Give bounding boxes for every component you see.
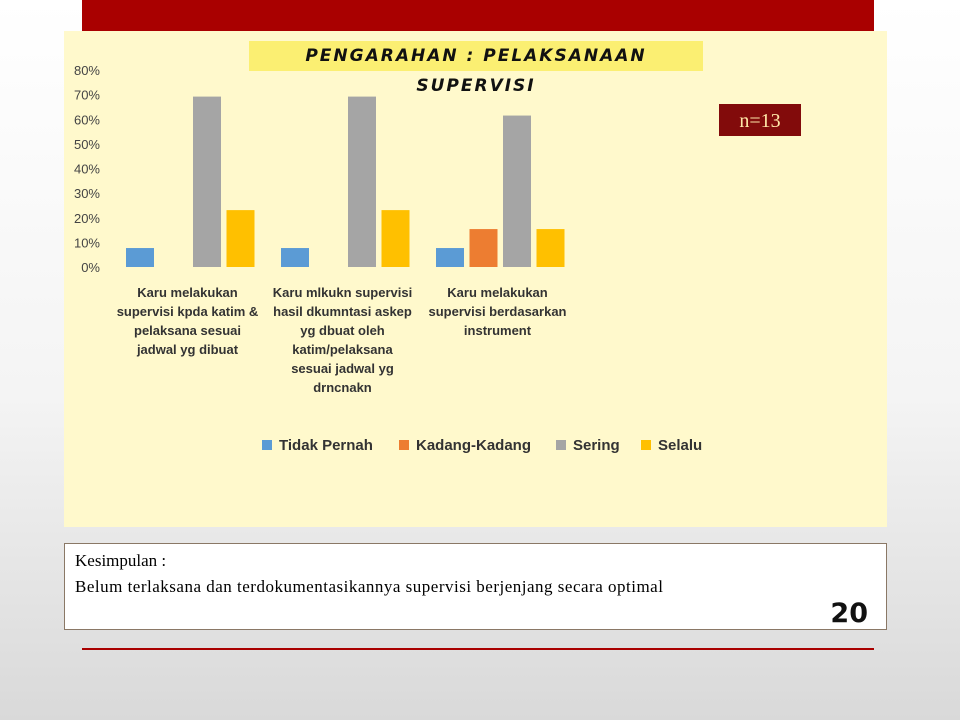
page-number: 20 [830, 598, 868, 629]
x-category-label-line: instrument [463, 323, 532, 338]
chart-legend [0, 437, 960, 459]
x-category-label-line: Karu mlkukn supervisi [272, 285, 413, 300]
conclusion-box [64, 543, 887, 630]
chart-title: PENGARAHAN : PELAKSANAAN SUPERVISI [249, 41, 703, 71]
bar [436, 248, 464, 267]
y-tick-label: 50% [73, 136, 100, 152]
conclusion-heading [75, 551, 166, 571]
bar [348, 97, 376, 267]
x-category-label-line: drncnakn [313, 380, 372, 395]
bar [470, 229, 498, 267]
legend-item [262, 437, 373, 454]
bar [281, 248, 309, 267]
bar [126, 248, 154, 267]
legend-swatch [556, 440, 566, 450]
y-tick-label: 70% [73, 87, 100, 103]
y-tick-label: 60% [73, 112, 100, 128]
bar [193, 97, 221, 267]
legend-label: Kadang-Kadang [416, 437, 532, 454]
legend-item [399, 437, 531, 454]
bar [382, 210, 410, 267]
conclusion-heading-colon: : [157, 551, 167, 570]
x-category-label [261, 283, 425, 397]
x-category-label-line: yg dbuat oleh [300, 323, 385, 338]
bar [503, 116, 531, 267]
bottom-divider-line [82, 648, 874, 650]
sample-size-badge: n=13 [719, 104, 801, 136]
x-category-label-line: hasil dkumntasi askep [273, 304, 412, 319]
legend-swatch [262, 440, 272, 450]
legend-label: Sering [573, 437, 620, 454]
bar [227, 210, 255, 267]
conclusion-text: Belum terlaksana dan terdokumentasikannya supervisi berjenjang secara optimal [75, 577, 664, 596]
y-tick-label: 0% [81, 260, 100, 275]
x-category-label-line: Karu melakukan [137, 285, 238, 300]
y-tick-label: 80% [73, 63, 100, 78]
conclusion-heading-label: Kesimpulan [75, 551, 158, 570]
x-category-label-line: jadwal yg dibuat [136, 342, 239, 357]
legend-swatch [399, 440, 409, 450]
y-tick-label: 10% [73, 235, 100, 251]
x-category-label-line: pelaksana sesuai [134, 323, 241, 338]
legend-item [556, 437, 620, 454]
x-category-label-line: sesuai jadwal yg [291, 361, 394, 376]
y-tick-label: 30% [73, 186, 100, 202]
x-category-label-line: katim/pelaksana [292, 342, 393, 357]
legend-label: Selalu [658, 437, 703, 454]
legend-label: Tidak Pernah [279, 437, 373, 454]
legend-swatch [641, 440, 651, 450]
x-category-label-line: Karu melakukan [447, 285, 548, 300]
x-category-label [106, 283, 270, 359]
y-tick-label: 40% [73, 161, 100, 177]
x-category-label-line: supervisi berdasarkan [428, 304, 567, 319]
legend-item [641, 437, 702, 454]
y-tick-label: 20% [73, 210, 100, 226]
x-category-label [416, 283, 580, 340]
bar [537, 229, 565, 267]
x-category-label-line: supervisi kpda katim & [116, 304, 259, 319]
